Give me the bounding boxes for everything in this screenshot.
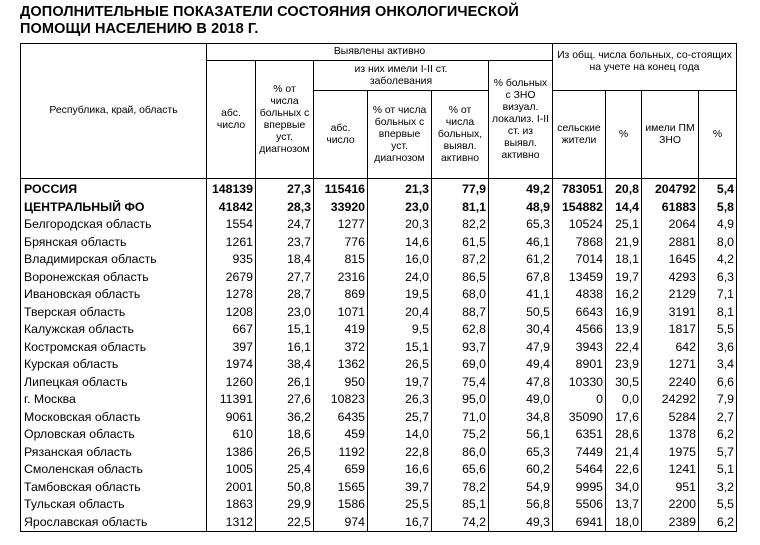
cell-value: 2064 xyxy=(642,216,699,234)
cell-value: 21,3 xyxy=(368,179,432,199)
cell-value: 68,0 xyxy=(432,286,489,304)
cell-value: 935 xyxy=(207,251,256,269)
cell-value: 9995 xyxy=(553,479,606,497)
cell-value: 115416 xyxy=(314,179,368,199)
header-pct-first2: % от числа больных с впервые уст. диагнозом xyxy=(368,91,432,179)
cell-value: 2881 xyxy=(642,234,699,252)
cell-value: 93,7 xyxy=(432,339,489,357)
region-name: Брянская область xyxy=(21,234,207,252)
cell-value: 950 xyxy=(314,374,368,392)
cell-value: 19,5 xyxy=(368,286,432,304)
header-abs2: абс. число xyxy=(314,91,368,179)
cell-value: 1278 xyxy=(207,286,256,304)
title-line-2: ПОМОЩИ НАСЕЛЕНИЮ В 2018 Г. xyxy=(20,21,259,37)
region-name: Владимирская область xyxy=(21,251,207,269)
cell-value: 1974 xyxy=(207,356,256,374)
cell-value: 3,6 xyxy=(699,339,737,357)
cell-value: 22,4 xyxy=(606,339,642,357)
cell-value: 16,6 xyxy=(368,461,432,479)
cell-value: 6,6 xyxy=(699,374,737,392)
cell-value: 815 xyxy=(314,251,368,269)
cell-value: 14,0 xyxy=(368,426,432,444)
cell-value: 23,9 xyxy=(606,356,642,374)
cell-value: 11391 xyxy=(207,391,256,409)
cell-value: 47,9 xyxy=(489,339,553,357)
table-header xyxy=(21,44,737,179)
header-visual: % больных с ЗНО визуал. локализ. I-II ст. из выявл. активно xyxy=(489,61,553,179)
cell-value: 78,2 xyxy=(432,479,489,497)
cell-value: 20,3 xyxy=(368,216,432,234)
cell-value: 13,9 xyxy=(606,321,642,339)
cell-value: 2240 xyxy=(642,374,699,392)
cell-value: 3943 xyxy=(553,339,606,357)
cell-value: 41842 xyxy=(207,199,256,217)
header-pm: имели ПМ ЗНО xyxy=(642,91,699,179)
cell-value: 35090 xyxy=(553,409,606,427)
cell-value: 16,9 xyxy=(606,304,642,322)
cell-value: 16,0 xyxy=(368,251,432,269)
cell-value: 3,2 xyxy=(699,479,737,497)
cell-value: 4,9 xyxy=(699,216,737,234)
header-abs: абс. число xyxy=(207,61,256,179)
cell-value: 38,4 xyxy=(256,356,314,374)
region-name: Ярославская область xyxy=(21,514,207,532)
cell-value: 5506 xyxy=(553,496,606,514)
table-body xyxy=(21,179,737,532)
cell-value: 6,2 xyxy=(699,514,737,532)
cell-value: 204792 xyxy=(642,179,699,199)
header-pct-detected: % от числа больных, выявл. активно xyxy=(432,91,489,179)
cell-value: 7,1 xyxy=(699,286,737,304)
cell-value: 75,2 xyxy=(432,426,489,444)
cell-value: 5,8 xyxy=(699,199,737,217)
table-row xyxy=(21,479,737,497)
cell-value: 86,5 xyxy=(432,269,489,287)
cell-value: 23,7 xyxy=(256,234,314,252)
cell-value: 372 xyxy=(314,339,368,357)
cell-value: 46,1 xyxy=(489,234,553,252)
page-title xyxy=(20,4,519,38)
cell-value: 0,0 xyxy=(606,391,642,409)
cell-value: 56,1 xyxy=(489,426,553,444)
cell-value: 82,2 xyxy=(432,216,489,234)
cell-value: 5464 xyxy=(553,461,606,479)
cell-value: 1586 xyxy=(314,496,368,514)
cell-value: 65,6 xyxy=(432,461,489,479)
cell-value: 7868 xyxy=(553,234,606,252)
cell-value: 154882 xyxy=(553,199,606,217)
cell-value: 1208 xyxy=(207,304,256,322)
cell-value: 2200 xyxy=(642,496,699,514)
cell-value: 25,5 xyxy=(368,496,432,514)
table-row xyxy=(21,409,737,427)
cell-value: 1261 xyxy=(207,234,256,252)
cell-value: 18,0 xyxy=(606,514,642,532)
cell-value: 667 xyxy=(207,321,256,339)
cell-value: 7014 xyxy=(553,251,606,269)
cell-value: 783051 xyxy=(553,179,606,199)
cell-value: 16,7 xyxy=(368,514,432,532)
cell-value: 6,2 xyxy=(699,426,737,444)
cell-value: 50,5 xyxy=(489,304,553,322)
region-name: Ивановская область xyxy=(21,286,207,304)
cell-value: 28,3 xyxy=(256,199,314,217)
table-row xyxy=(21,251,737,269)
cell-value: 610 xyxy=(207,426,256,444)
cell-value: 1817 xyxy=(642,321,699,339)
cell-value: 23,0 xyxy=(368,199,432,217)
cell-value: 26,3 xyxy=(368,391,432,409)
header-registered: Из общ. числа больных, со-стоящих на учете на конец года xyxy=(553,44,737,91)
cell-value: 27,7 xyxy=(256,269,314,287)
cell-value: 28,7 xyxy=(256,286,314,304)
cell-value: 1863 xyxy=(207,496,256,514)
cell-value: 47,8 xyxy=(489,374,553,392)
cell-value: 34,8 xyxy=(489,409,553,427)
cell-value: 2001 xyxy=(207,479,256,497)
cell-value: 39,7 xyxy=(368,479,432,497)
header-rural: сельские жители xyxy=(553,91,606,179)
cell-value: 25,4 xyxy=(256,461,314,479)
table-row xyxy=(21,216,737,234)
cell-value: 9061 xyxy=(207,409,256,427)
header-pct-first: % от числа больных с впервые уст. диагнозом xyxy=(256,61,314,179)
cell-value: 75,4 xyxy=(432,374,489,392)
cell-value: 2,7 xyxy=(699,409,737,427)
table-row xyxy=(21,374,737,392)
cell-value: 10330 xyxy=(553,374,606,392)
cell-value: 4566 xyxy=(553,321,606,339)
cell-value: 85,1 xyxy=(432,496,489,514)
region-name: Орловская область xyxy=(21,426,207,444)
cell-value: 13459 xyxy=(553,269,606,287)
cell-value: 17,6 xyxy=(606,409,642,427)
table-row xyxy=(21,339,737,357)
cell-value: 974 xyxy=(314,514,368,532)
cell-value: 49,2 xyxy=(489,179,553,199)
table-row xyxy=(21,444,737,462)
cell-value: 1005 xyxy=(207,461,256,479)
cell-value: 49,3 xyxy=(489,514,553,532)
cell-value: 4838 xyxy=(553,286,606,304)
cell-value: 69,0 xyxy=(432,356,489,374)
cell-value: 18,6 xyxy=(256,426,314,444)
cell-value: 26,5 xyxy=(256,444,314,462)
region-name: ЦЕНТРАЛЬНЫЙ ФО xyxy=(21,199,207,217)
header-pct1: % xyxy=(606,91,642,179)
cell-value: 642 xyxy=(642,339,699,357)
cell-value: 36,2 xyxy=(256,409,314,427)
cell-value: 21,9 xyxy=(606,234,642,252)
header-stage12: из них имели I-II ст. заболевания xyxy=(314,61,489,91)
header-pct2: % xyxy=(699,91,737,179)
cell-value: 25,7 xyxy=(368,409,432,427)
cell-value: 459 xyxy=(314,426,368,444)
cell-value: 9,5 xyxy=(368,321,432,339)
cell-value: 24292 xyxy=(642,391,699,409)
cell-value: 74,2 xyxy=(432,514,489,532)
cell-value: 18,1 xyxy=(606,251,642,269)
cell-value: 3,4 xyxy=(699,356,737,374)
cell-value: 34,0 xyxy=(606,479,642,497)
table-row xyxy=(21,269,737,287)
cell-value: 60,2 xyxy=(489,461,553,479)
cell-value: 13,7 xyxy=(606,496,642,514)
table-row xyxy=(21,234,737,252)
region-name: Белгородская область xyxy=(21,216,207,234)
cell-value: 62,8 xyxy=(432,321,489,339)
cell-value: 88,7 xyxy=(432,304,489,322)
cell-value: 0 xyxy=(553,391,606,409)
region-name: Воронежская область xyxy=(21,269,207,287)
cell-value: 86,0 xyxy=(432,444,489,462)
cell-value: 951 xyxy=(642,479,699,497)
cell-value: 54,9 xyxy=(489,479,553,497)
cell-value: 5,5 xyxy=(699,321,737,339)
table-row xyxy=(21,356,737,374)
cell-value: 23,0 xyxy=(256,304,314,322)
cell-value: 81,1 xyxy=(432,199,489,217)
cell-value: 6941 xyxy=(553,514,606,532)
cell-value: 77,9 xyxy=(432,179,489,199)
table-row xyxy=(21,304,737,322)
region-name: Тамбовская область xyxy=(21,479,207,497)
cell-value: 19,7 xyxy=(606,269,642,287)
cell-value: 30,5 xyxy=(606,374,642,392)
cell-value: 8,1 xyxy=(699,304,737,322)
cell-value: 48,9 xyxy=(489,199,553,217)
cell-value: 3191 xyxy=(642,304,699,322)
table-row xyxy=(21,461,737,479)
cell-value: 61,2 xyxy=(489,251,553,269)
oncology-table xyxy=(20,43,737,532)
table-row xyxy=(21,179,737,199)
cell-value: 1386 xyxy=(207,444,256,462)
cell-value: 16,2 xyxy=(606,286,642,304)
cell-value: 95,0 xyxy=(432,391,489,409)
cell-value: 26,1 xyxy=(256,374,314,392)
cell-value: 5,1 xyxy=(699,461,737,479)
header-region: Республика, край, область xyxy=(21,44,207,179)
cell-value: 5284 xyxy=(642,409,699,427)
cell-value: 2679 xyxy=(207,269,256,287)
cell-value: 5,5 xyxy=(699,496,737,514)
region-name: Липецкая область xyxy=(21,374,207,392)
cell-value: 24,7 xyxy=(256,216,314,234)
cell-value: 22,6 xyxy=(606,461,642,479)
cell-value: 30,4 xyxy=(489,321,553,339)
cell-value: 2316 xyxy=(314,269,368,287)
cell-value: 7,9 xyxy=(699,391,737,409)
cell-value: 15,1 xyxy=(256,321,314,339)
cell-value: 148139 xyxy=(207,179,256,199)
table-row xyxy=(21,514,737,532)
cell-value: 1271 xyxy=(642,356,699,374)
cell-value: 6643 xyxy=(553,304,606,322)
cell-value: 1362 xyxy=(314,356,368,374)
cell-value: 6351 xyxy=(553,426,606,444)
cell-value: 869 xyxy=(314,286,368,304)
cell-value: 65,3 xyxy=(489,216,553,234)
cell-value: 2129 xyxy=(642,286,699,304)
cell-value: 419 xyxy=(314,321,368,339)
cell-value: 6435 xyxy=(314,409,368,427)
cell-value: 61883 xyxy=(642,199,699,217)
cell-value: 56,8 xyxy=(489,496,553,514)
cell-value: 659 xyxy=(314,461,368,479)
cell-value: 776 xyxy=(314,234,368,252)
header-detected: Выявлены активно xyxy=(207,44,553,61)
region-name: Костромская область xyxy=(21,339,207,357)
cell-value: 10524 xyxy=(553,216,606,234)
table-row xyxy=(21,321,737,339)
cell-value: 61,5 xyxy=(432,234,489,252)
cell-value: 7449 xyxy=(553,444,606,462)
cell-value: 1312 xyxy=(207,514,256,532)
cell-value: 41,1 xyxy=(489,286,553,304)
cell-value: 4,2 xyxy=(699,251,737,269)
cell-value: 1071 xyxy=(314,304,368,322)
cell-value: 22,8 xyxy=(368,444,432,462)
region-name: Калужская область xyxy=(21,321,207,339)
table-row xyxy=(21,496,737,514)
cell-value: 21,4 xyxy=(606,444,642,462)
cell-value: 87,2 xyxy=(432,251,489,269)
cell-value: 16,1 xyxy=(256,339,314,357)
cell-value: 14,4 xyxy=(606,199,642,217)
cell-value: 1645 xyxy=(642,251,699,269)
cell-value: 1378 xyxy=(642,426,699,444)
cell-value: 27,3 xyxy=(256,179,314,199)
cell-value: 50,8 xyxy=(256,479,314,497)
title-line-1: ДОПОЛНИТЕЛЬНЫЕ ПОКАЗАТЕЛИ СОСТОЯНИЯ ОНКОЛОГИЧЕСКОЙ xyxy=(20,4,519,20)
cell-value: 5,4 xyxy=(699,179,737,199)
cell-value: 65,3 xyxy=(489,444,553,462)
cell-value: 71,0 xyxy=(432,409,489,427)
cell-value: 33920 xyxy=(314,199,368,217)
cell-value: 1975 xyxy=(642,444,699,462)
cell-value: 10823 xyxy=(314,391,368,409)
region-name: Московская область xyxy=(21,409,207,427)
cell-value: 27,6 xyxy=(256,391,314,409)
cell-value: 8901 xyxy=(553,356,606,374)
region-name: Рязанская область xyxy=(21,444,207,462)
cell-value: 15,1 xyxy=(368,339,432,357)
cell-value: 8,0 xyxy=(699,234,737,252)
table-row xyxy=(21,286,737,304)
region-name: Курская область xyxy=(21,356,207,374)
region-name: РОССИЯ xyxy=(21,179,207,199)
cell-value: 49,0 xyxy=(489,391,553,409)
cell-value: 18,4 xyxy=(256,251,314,269)
cell-value: 4293 xyxy=(642,269,699,287)
cell-value: 1260 xyxy=(207,374,256,392)
cell-value: 49,4 xyxy=(489,356,553,374)
cell-value: 19,7 xyxy=(368,374,432,392)
region-name: г. Москва xyxy=(21,391,207,409)
region-name: Тверская область xyxy=(21,304,207,322)
cell-value: 26,5 xyxy=(368,356,432,374)
cell-value: 5,7 xyxy=(699,444,737,462)
cell-value: 20,8 xyxy=(606,179,642,199)
cell-value: 1241 xyxy=(642,461,699,479)
cell-value: 6,3 xyxy=(699,269,737,287)
region-name: Тульская область xyxy=(21,496,207,514)
cell-value: 20,4 xyxy=(368,304,432,322)
table-row xyxy=(21,426,737,444)
cell-value: 1554 xyxy=(207,216,256,234)
cell-value: 28,6 xyxy=(606,426,642,444)
cell-value: 67,8 xyxy=(489,269,553,287)
cell-value: 14,6 xyxy=(368,234,432,252)
cell-value: 22,5 xyxy=(256,514,314,532)
cell-value: 25,1 xyxy=(606,216,642,234)
table-row xyxy=(21,199,737,217)
cell-value: 1277 xyxy=(314,216,368,234)
cell-value: 2389 xyxy=(642,514,699,532)
table-row xyxy=(21,391,737,409)
cell-value: 1192 xyxy=(314,444,368,462)
cell-value: 397 xyxy=(207,339,256,357)
region-name: Смоленская область xyxy=(21,461,207,479)
cell-value: 1565 xyxy=(314,479,368,497)
cell-value: 24,0 xyxy=(368,269,432,287)
cell-value: 29,9 xyxy=(256,496,314,514)
